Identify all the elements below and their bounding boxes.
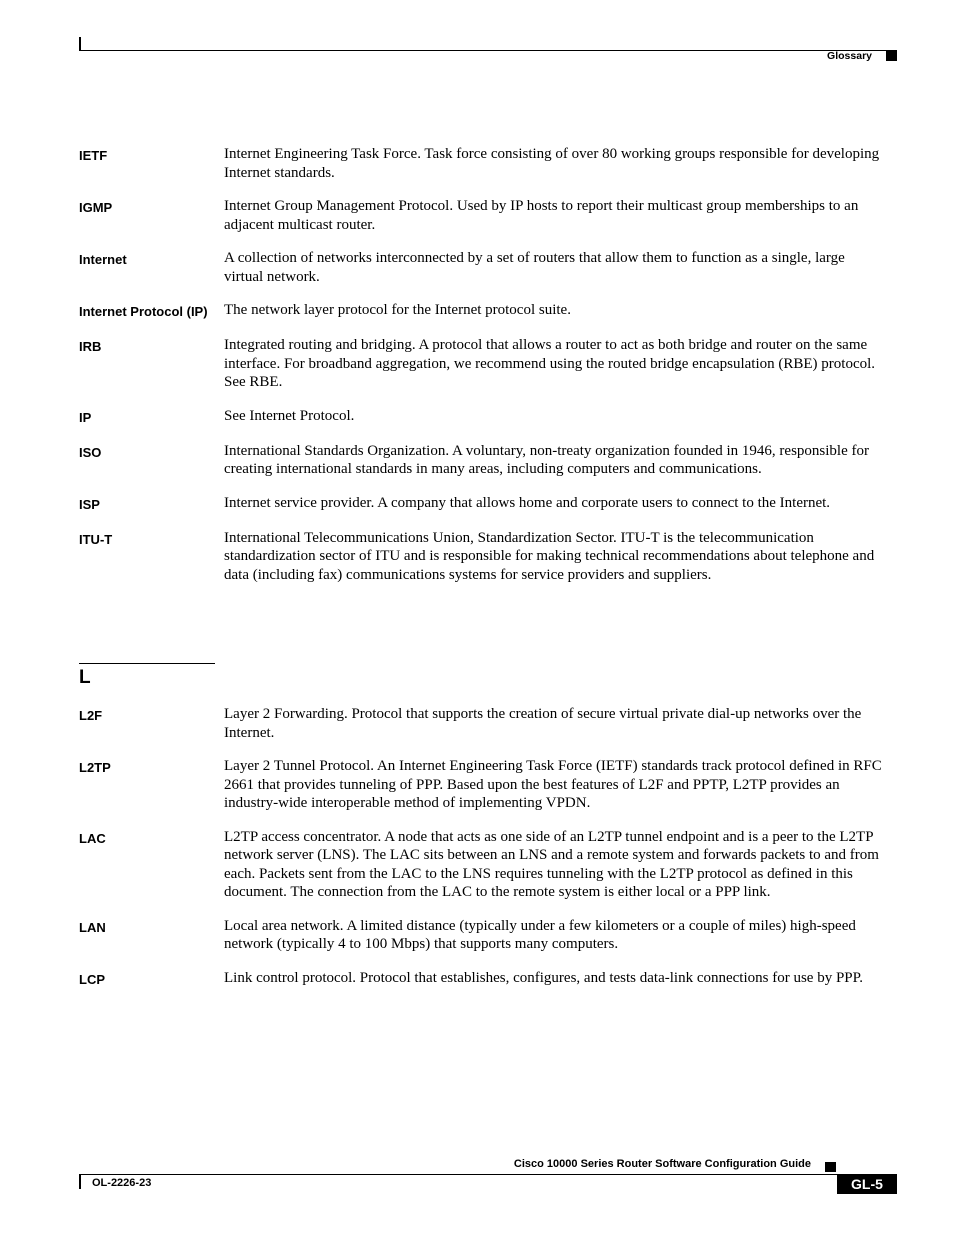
glossary-definition: Layer 2 Forwarding. Protocol that supports the creation of secure virtual private dial-up networks over the Internet. — [224, 706, 862, 741]
glossary-term: IRB — [79, 339, 102, 354]
glossary-definition: See Internet Protocol. — [224, 407, 355, 424]
header-section-label: Glossary — [827, 50, 872, 62]
footer-rule — [79, 1174, 897, 1175]
glossary-definition: International Telecommunications Union, Standardization Sector. ITU-T is the telecommunication standardization sector of ITU and is responsible for making technical recommendations about telephone and data (including fax) communications systems for service providers and suppliers. — [224, 529, 875, 583]
footer-left-bar — [79, 1175, 81, 1189]
glossary-entry-l2tp — [79, 757, 899, 813]
glossary-term: LAN — [79, 919, 106, 935]
glossary-term: LAC — [79, 830, 106, 846]
glossary-definition: The network layer protocol for the Internet protocol suite. — [224, 302, 571, 318]
glossary-entry-itu-t — [79, 529, 899, 585]
section-letter: L — [79, 667, 91, 688]
glossary-entry-lan — [79, 917, 899, 954]
header-rule — [79, 50, 897, 51]
footer-guide-title: Cisco 10000 Series Router Software Configuration Guide — [513, 1158, 811, 1170]
glossary-entry-l2f — [79, 705, 899, 742]
footer-marker-square — [825, 1162, 836, 1172]
glossary-definition: L2TP access concentrator. A node that acts as one side of an L2TP tunnel endpoint and is a peer to the L2TP network server (LNS). The LAC sits between an LNS and a remote system and forwards packets to and from each. Packets sent from the LAC to the LNS requires tunneling with the L2TP protocol as defined in this document. The connection from the LAC to the remote system is either local or a PPP link. — [224, 828, 879, 900]
glossary-entry-irb — [79, 336, 899, 392]
glossary-definition: A collection of networks interconnected by a set of routers that allow them to function as a single, large virtual network. — [224, 250, 845, 285]
glossary-entry-lcp — [79, 969, 899, 989]
glossary-entries-i — [79, 145, 899, 599]
glossary-term: ISP — [79, 496, 100, 512]
glossary-term: Internet — [79, 252, 127, 267]
glossary-term: ITU-T — [79, 531, 113, 547]
glossary-term: LCP — [79, 971, 105, 987]
glossary-term: L2TP — [79, 760, 111, 775]
footer-page-number: GL-5 — [837, 1174, 897, 1194]
glossary-definition: Layer 2 Tunnel Protocol. An Internet Engineering Task Force (IETF) standards track protocol defined in RFC 2661 that provides tunneling of PPP. Based upon the best features of L2F and PPTP, L2TP provides an industry-wide interoperable method of implementing VPDN. — [224, 758, 882, 811]
glossary-entry-lac — [79, 828, 899, 902]
glossary-definition: Internet Engineering Task Force. Task force consisting of over 80 working groups responsible for developing Internet standards. — [224, 146, 880, 181]
glossary-definition: Integrated routing and bridging. A protocol that allows a router to act as both bridge and router on the same interface. For broadband aggregation, we recommend using the routed bridge encapsulation (RBE) protocol. See RBE. — [224, 337, 876, 390]
header-left-bar — [79, 37, 81, 51]
glossary-term: L2F — [79, 708, 103, 723]
glossary-definition: Internet Group Management Protocol. Used by IP hosts to report their multicast group memberships to an adjacent multicast router. — [224, 198, 859, 233]
glossary-definition: International Standards Organization. A voluntary, non-treaty organization founded in 1946, responsible for creating international standards in many areas, including computers and communications. — [224, 442, 869, 477]
glossary-entry-isp — [79, 494, 899, 514]
glossary-term: Internet Protocol (IP) — [79, 304, 208, 319]
glossary-term: IGMP — [79, 200, 113, 215]
glossary-definition: Internet service provider. A company that allows home and corporate users to connect to the Internet. — [224, 494, 831, 511]
footer-doc-number: OL-2226-23 — [92, 1177, 152, 1189]
glossary-definition: Local area network. A limited distance (typically under a few kilometers or a couple of miles) high-speed network (typically 4 to 100 Mbps) that supports many computers. — [224, 917, 856, 952]
glossary-entry-iso — [79, 442, 899, 479]
glossary-term: IETF — [79, 148, 108, 163]
glossary-entry-internet-protocol — [79, 301, 899, 321]
glossary-entry-internet — [79, 249, 899, 286]
glossary-entries-l — [79, 705, 899, 1004]
section-heading-l — [79, 663, 215, 689]
glossary-term: IP — [79, 409, 92, 425]
glossary-term: ISO — [79, 444, 102, 460]
glossary-entry-igmp — [79, 197, 899, 234]
glossary-definition: Link control protocol. Protocol that establishes, configures, and tests data-link connections for use by PPP. — [224, 969, 864, 986]
glossary-entry-ietf — [79, 145, 899, 182]
glossary-entry-ip — [79, 407, 899, 427]
header-marker-square — [886, 51, 897, 61]
